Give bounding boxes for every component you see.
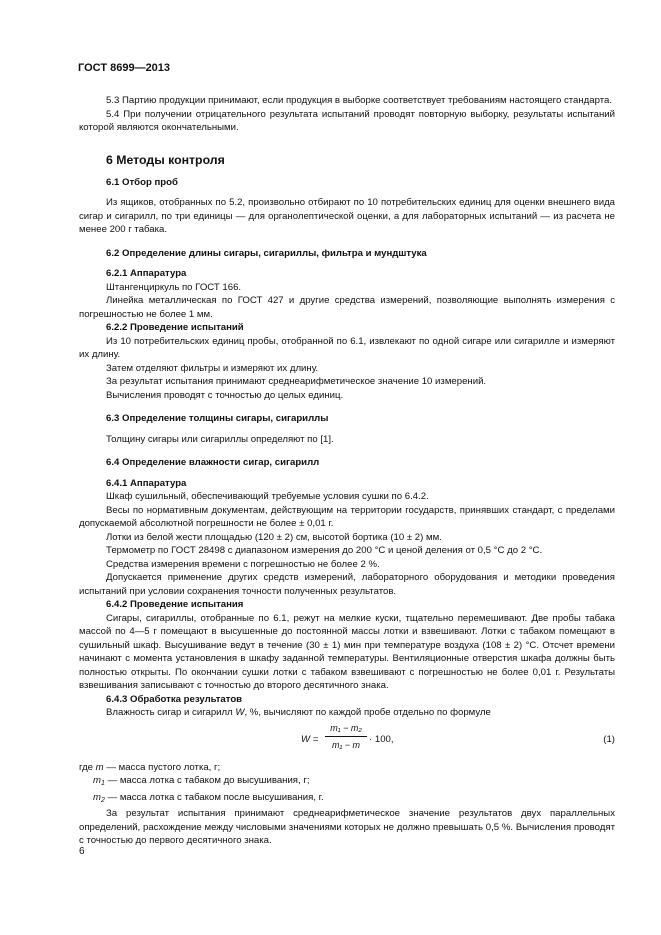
- section-6-4-2-heading: 6.4.2 Проведение испытания: [106, 599, 244, 610]
- legend-m2-symbol: m: [93, 791, 101, 803]
- section-6-3-heading: 6.3 Определение толщины сигары, сигариллы: [106, 413, 329, 424]
- section-6-4-heading: 6.4 Определение влажности сигар, сигарилл: [106, 457, 320, 468]
- paragraph-6-3: Толщину сигары или сигариллы определяют по [1].: [106, 433, 334, 445]
- legend-m-symbol: m: [95, 761, 104, 773]
- paragraph-6-1: Из ящиков, отобранных по 5.2, произвольно отбирают по 10 потребительских единиц для оценки внешнего вида сигар и сигарилл, по три единицы — для органолептической оценки, а для лабораторных испытаний — из расчета не менее 200 г табака.: [79, 197, 615, 235]
- paragraph-6-2-1-a: Штангенциркуль по ГОСТ 166.: [106, 281, 242, 293]
- document-header-title: ГОСТ 8699—2013: [78, 62, 171, 74]
- paragraph-6-2-2-b: Затем отделяют фильтры и измеряют их длину.: [106, 362, 319, 374]
- paragraph-6-2-2-c: За результат испытания принимают среднеарифметическое значение 10 измерений.: [106, 376, 487, 387]
- paragraph-6-4-1-c: Лотки из белой жести площадью (120 ± 2) см, высотой бортика (10 ± 2) мм.: [106, 531, 442, 543]
- paragraph-6-2-1-b: Линейка металлическая по ГОСТ 427 и другие средства измерений, позволяющие выполнять измерения с погрешностью не более 1 мм.: [79, 295, 615, 320]
- section-6-2-2-heading: 6.2.2 Проведение испытаний: [106, 322, 244, 333]
- intro-text-a: Влажность сигар и сигарилл: [106, 707, 236, 718]
- paragraph-6-2-2-d: Вычисления проводят с точностью до целых единиц.: [106, 389, 344, 401]
- moisture-formula: [79, 723, 615, 759]
- legend-m1: [79, 774, 615, 791]
- section-6-1-heading: 6.1 Отбор проб: [106, 176, 178, 188]
- section-6-4-1-heading: 6.4.1 Аппаратура: [106, 477, 187, 489]
- legend-lead: где: [79, 761, 96, 773]
- section-6-2-heading: 6.2 Определение длины сигары, сигариллы, фильтра и мундштука: [106, 247, 427, 259]
- legend-m1-subscript: 1: [101, 780, 105, 787]
- legend-m2: [79, 791, 615, 808]
- section-6-4-3-heading: 6.4.3 Обработка результатов: [106, 693, 243, 705]
- paragraph-6-4-1-a: Шкаф сушильный, обеспечивающий требуемые условия сушки по 6.4.2.: [106, 491, 429, 502]
- intro-variable-w: W: [235, 707, 245, 718]
- legend-m2-subscript: 2: [101, 796, 105, 804]
- formula-fraction: [325, 723, 367, 751]
- formula-rhs: · 100,: [369, 733, 394, 745]
- paragraph-6-4-1-d: Термометр по ГОСТ 28498 с диапазоном измерения до 200 °С и ценой деления от 0,5 °С до 2 °С.: [106, 545, 543, 556]
- formula-number: (1): [603, 733, 615, 745]
- formula-legend: [79, 761, 615, 808]
- formula-numerator: m₁ − m₂: [325, 723, 367, 737]
- paragraph-6-4-1-b: Весы по нормативным документам, действующим на территории государств, принявших стандарт, с пределами допускаемой абсолютной погрешности не более ± 0,01 г.: [79, 504, 615, 529]
- legend-m2-definition: — масса лотка с табаком после высушивания, г.: [104, 791, 324, 803]
- legend-m1-symbol: m: [93, 775, 101, 786]
- paragraph-6-4-1-f: Допускается применение других средств измерений, лабораторного оборудования и методики проведения испытаний при условии сохранения точности полученных результатов.: [79, 572, 615, 597]
- paragraph-6-4-2: Сигары, сигариллы, отобранные по 6.1, режут на мелкие куски, тщательно перемешивают. Две пробы табака массой по 4—5 г помещают в высушенные до постоянной массы лотки и взвешивают. Лотки с табаком помещают в сушильный шкаф. Высушивание ведут в течение (30 ± 1) мин при температуре воздуха (108 ± 2) °С. Отсчет времени начинают с момента установления в шкафу заданной температуры. Вентиляционные отверстия шкафа должны быть полностью открыты. По окончании сушки лотки с табаком взвешивают с погрешностью не более 0,01 г. Результаты взвешивания записывают с точностью до второго десятичного знака.: [79, 612, 615, 691]
- legend-m-definition: — масса пустого лотка, г;: [103, 761, 221, 773]
- formula-denominator: m₁ − m: [331, 739, 361, 750]
- paragraph-6-2-2-a: Из 10 потребительских единиц пробы, отобранной по 6.1, извлекают по одной сигаре или сигарилле и измеряют их длину.: [79, 335, 615, 360]
- section-6-heading: 6 Методы контроля: [106, 152, 225, 167]
- document-body: [79, 94, 615, 848]
- page-number: 6: [79, 846, 85, 857]
- paragraph-5-4: 5.4 При получении отрицательного результата испытаний проводят повторную выборку, результаты испытаний которой являются окончательными.: [79, 108, 615, 133]
- paragraph-6-4-1-e: Средства измерения времени с погрешностью не более 2 %.: [106, 558, 380, 570]
- section-6-2-1-heading: 6.2.1 Аппаратура: [106, 268, 187, 279]
- legend-m: [79, 761, 615, 775]
- paragraph-6-4-3-intro: [79, 706, 615, 720]
- intro-text-b: , %, вычисляют по каждой пробе отдельно по формуле: [244, 707, 491, 718]
- legend-m1-definition: — масса лотка с табаком до высушивания, г;: [104, 775, 310, 786]
- formula-lhs: W =: [301, 733, 319, 745]
- paragraph-6-4-3-final: За результат испытания принимают среднеарифметическое значение результатов двух параллельных определений, расхождение между числовыми значениями которых не должно превышать 0,5 %. Вычисления проводят с точностью до первого десятичного знака.: [79, 808, 615, 846]
- paragraph-5-3: 5.3 Партию продукции принимают, если продукция в выборке соответствует требованиям настоящего стандарта.: [106, 95, 613, 106]
